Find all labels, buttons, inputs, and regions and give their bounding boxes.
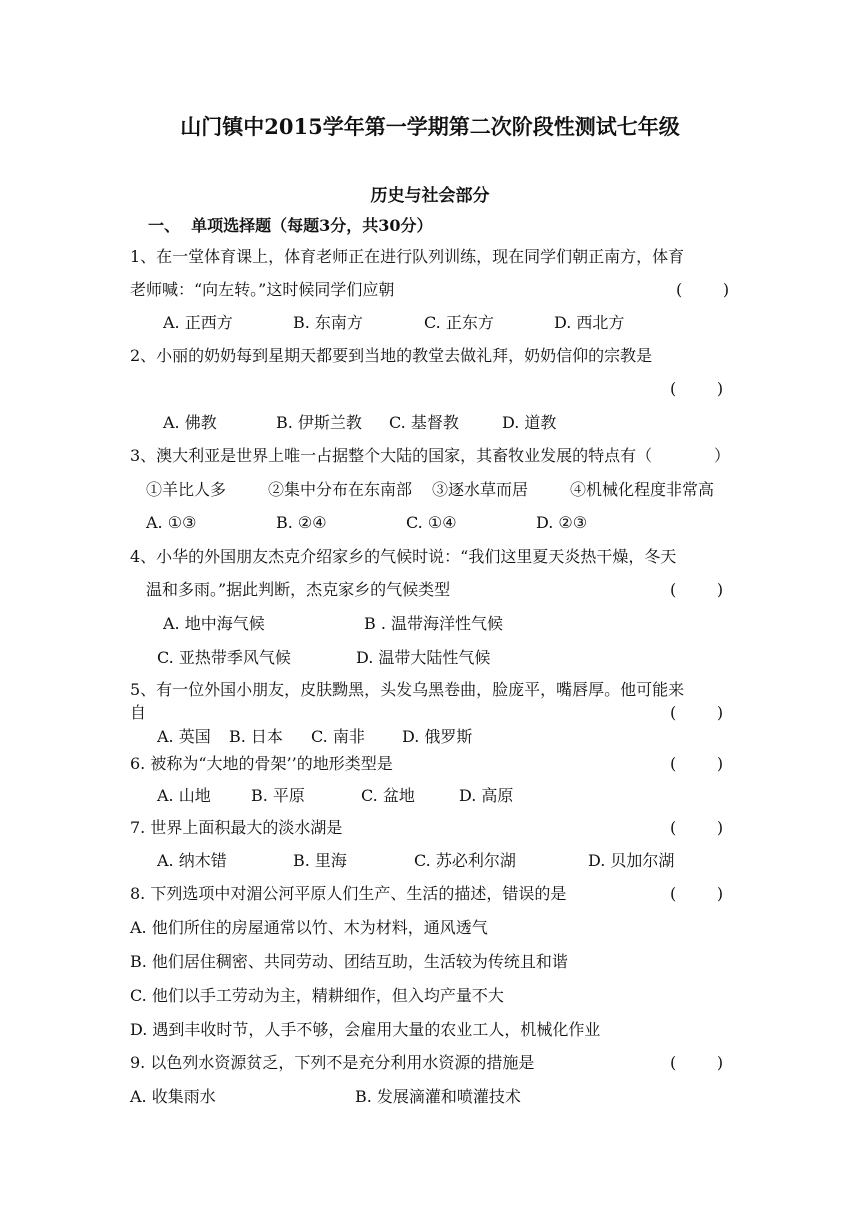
q3-item-3: ③逐水草而居 [432,480,529,499]
q6-option-a: A. 山地 [157,786,211,805]
q7-option-b: B. 里海 [293,851,347,870]
answer-blank-6: ( ) [670,754,724,773]
q6-option-d: D. 高原 [459,786,514,805]
section-subtitle: 历史与社会部分 [370,186,490,206]
q9-option-b: B. 发展滴灌和喷灌技术 [355,1087,521,1106]
question-4-text: 4、小华的外国朋友杰克介绍家乡的气候时说：“我们这里夏天炎热干燥，冬天 [130,547,677,566]
q3-option-c: C. ①④ [406,513,457,532]
question-8-text: 8. 下列选项中对湄公河平原人们生产、生活的描述，错误的是 [130,884,567,903]
q7-option-a: A. 纳木错 [157,851,227,870]
answer-blank-9: ( ) [670,1053,724,1072]
q4-option-c: C. 亚热带季风气候 [157,648,291,667]
answer-blank-5: ( ) [670,703,724,722]
q4-option-a: A. 地中海气候 [163,614,265,633]
question-5-text: 5、有一位外国小朋友，皮肤黝黑，头发乌黑卷曲，脸庞平，嘴唇厚。他可能来 [130,680,685,699]
answer-blank-2: ( ) [670,379,724,398]
question-6-text: 6. 被称为“大地的骨架’’的地形类型是 [130,754,393,773]
q2-option-c: C. 基督教 [389,413,459,432]
q2-option-a: A. 佛教 [163,413,217,432]
q8-option-a: A. 他们所住的房屋通常以竹、木为材料，通风透气 [130,918,488,937]
q7-option-d: D. 贝加尔湖 [588,851,675,870]
question-2-text: 2、小丽的奶奶每到星期天都要到当地的教堂去做礼拜，奶奶信仰的宗教是 [130,346,653,365]
q5-option-c: C. 南非 [311,727,365,746]
q6-option-b: B. 平原 [251,786,305,805]
q8-option-b: B. 他们居住稠密、共同劳动、团结互助，生活较为传统且和谐 [130,952,568,971]
q3-option-d: D. ②③ [536,513,588,532]
q3-option-b: B. ②④ [276,513,327,532]
exam-title: 山门镇中2015学年第一学期第二次阶段性测试七年级 [180,114,680,139]
q5-option-d: D. 俄罗斯 [402,727,473,746]
q5-option-b: B. 日本 [229,727,283,746]
q5-option-a: A. 英国 [157,727,211,746]
question-7-text: 7. 世界上面积最大的淡水湖是 [130,818,343,837]
q1-option-a: A. 正西方 [163,313,233,332]
q1-option-c: C. 正东方 [424,313,494,332]
q3-option-a: A. ①③ [146,513,197,532]
q7-option-c: C. 苏必利尔湖 [414,851,516,870]
answer-blank-8: ( ) [670,884,724,903]
question-1-text-cont: 老师喊：“向左转。”这时候同学们应朝 [130,280,395,299]
question-4-text-cont: 温和多雨。”据此判断，杰克家乡的气候类型 [146,580,451,599]
answer-blank-3-close: ） [714,446,731,465]
answer-blank-1: ( ) [676,280,730,299]
answer-blank-7: ( ) [670,818,724,837]
q4-option-b: B . 温带海洋性气候 [364,614,504,633]
q6-option-c: C. 盆地 [361,786,415,805]
q9-option-a: A. 收集雨水 [130,1087,216,1106]
q4-option-d: D. 温带大陆性气候 [356,648,491,667]
q2-option-b: B. 伊斯兰教 [276,413,362,432]
question-3-text: 3、澳大利亚是世界上唯一占据整个大陆的国家，其畜牧业发展的特点有（ [130,446,653,465]
question-5-text-cont: 自 [130,703,147,722]
q1-option-b: B. 东南方 [293,313,363,332]
section-heading: 一、 单项选择题（每题3分，共30分） [148,216,433,235]
q8-option-c: C. 他们以手工劳动为主，精耕细作，但入均产量不大 [130,986,504,1005]
q3-item-4: ④机械化程度非常高 [570,480,715,499]
answer-blank-4: ( ) [670,580,724,599]
question-9-text: 9. 以色列水资源贫乏，下列不是充分利用水资源的措施是 [130,1053,535,1072]
q2-option-d: D. 道教 [502,413,557,432]
q1-option-d: D. 西北方 [554,313,625,332]
question-1-text: 1、在一堂体育课上，体育老师正在进行队列训练，现在同学们朝正南方，体育 [130,247,685,266]
q8-option-d: D. 遇到丰收时节，人手不够，会雇用大量的农业工人，机械化作业 [130,1020,601,1039]
q3-item-1: ①羊比人多 [146,480,227,499]
q3-item-2: ②集中分布在东南部 [268,480,413,499]
